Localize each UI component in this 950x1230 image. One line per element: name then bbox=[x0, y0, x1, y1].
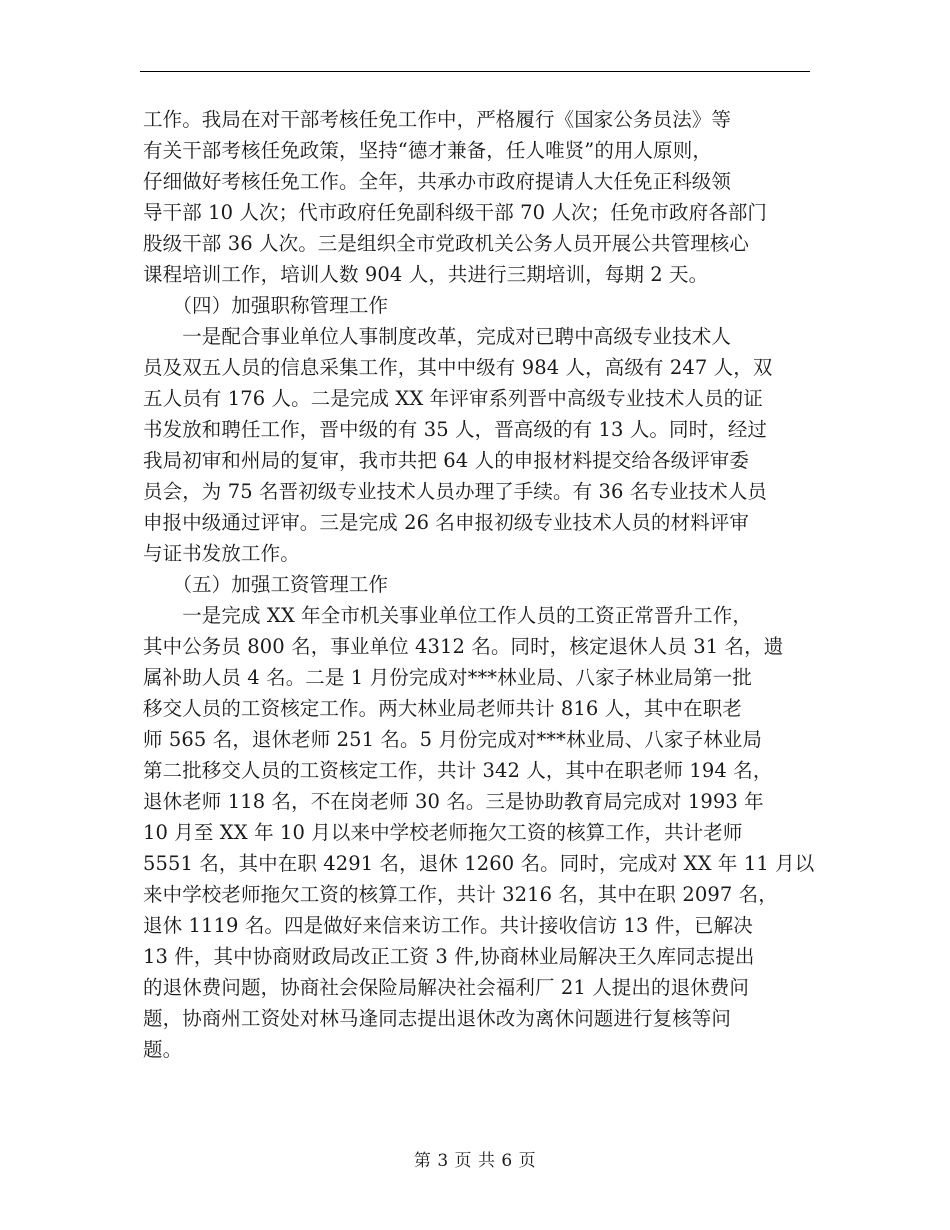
text-line: 股级干部 36 人次。三是组织全市党政机关公务人员开展公共管理核心 bbox=[143, 232, 750, 255]
text-line: 10 月至 XX 年 10 月以来中学校老师拖欠工资的核算工作，共计老师 bbox=[143, 821, 743, 844]
text-line: 其中公务员 800 名，事业单位 4312 名。同时，核定退休人员 31 名，遗 bbox=[143, 635, 784, 658]
text-line: 题，协商州工资处对林马逢同志提出退休改为离休问题进行复核等问 bbox=[143, 1007, 732, 1030]
text-line: 5551 名，其中在职 4291 名，退休 1260 名。同时，完成对 XX 年 11 月以 bbox=[143, 852, 815, 875]
text-line: 员及双五人员的信息采集工作，其中中级有 984 人，高级有 247 人，双 bbox=[143, 356, 773, 379]
text-line: 一是完成 XX 年全市机关事业单位工作人员的工资正常晋升工作， bbox=[143, 604, 752, 627]
text-line: 师 565 名，退休老师 251 名。5 月份完成对***林业局、八家子林业局 bbox=[143, 728, 762, 751]
document-body bbox=[143, 104, 813, 1065]
text-line: 第二批移交人员的工资核定工作，共计 342 人，其中在职老师 194 名， bbox=[143, 759, 773, 782]
header-rule bbox=[140, 71, 810, 72]
text-line: 课程培训工作，培训人数 904 人，共进行三期培训，每期 2 天。 bbox=[143, 263, 709, 286]
text-line: 退休老师 118 名，不在岗老师 30 名。三是协助教育局完成对 1993 年 bbox=[143, 790, 764, 813]
text-line: 我局初审和州局的复审，我市共把 64 人的申报材料提交给各级评审委 bbox=[143, 449, 750, 472]
text-line: 与证书发放工作。 bbox=[143, 542, 300, 565]
text-line: 工作。我局在对干部考核任免工作中，严格履行《国家公务员法》等 bbox=[143, 108, 732, 131]
text-line: 属补助人员 4 名。二是 1 月份完成对***林业局、八家子林业局第一批 bbox=[143, 666, 752, 689]
text-line: 仔细做好考核任免工作。全年，共承办市政府提请人大任免正科级领 bbox=[143, 170, 732, 193]
text-line: 13 件，其中协商财政局改正工资 3 件,协商林业局解决王久库同志提出 bbox=[143, 945, 755, 968]
text-line: 的退休费问题，协商社会保险局解决社会福利厂 21 人提出的退休费问 bbox=[143, 976, 750, 999]
text-line: 退休 1119 名。四是做好来信来访工作。共计接收信访 13 件，已解决 bbox=[143, 914, 753, 937]
section-heading: （四）加强职称管理工作 bbox=[143, 294, 389, 317]
text-line: 移交人员的工资核定工作。两大林业局老师共计 816 人，其中在职老 bbox=[143, 697, 742, 720]
text-line: 五人员有 176 人。二是完成 XX 年评审系列晋中高级专业技术人员的证 bbox=[143, 387, 763, 410]
text-line: 有关干部考核任免政策，坚持“德才兼备，任人唯贤”的用人原则， bbox=[143, 139, 712, 162]
section-heading: （五）加强工资管理工作 bbox=[143, 573, 389, 596]
text-line: 申报中级通过评审。三是完成 26 名申报初级专业技术人员的材料评审 bbox=[143, 511, 750, 534]
text-line: 一是配合事业单位人事制度改革，完成对已聘中高级专业技术人 bbox=[143, 325, 732, 348]
text-line: 来中学校老师拖欠工资的核算工作，共计 3216 名，其中在职 2097 名， bbox=[143, 883, 778, 906]
text-line: 员会，为 75 名晋初级专业技术人员办理了手续。有 36 名专业技术人员 bbox=[143, 480, 768, 503]
page-number-footer: 第 3 页 共 6 页 bbox=[413, 1151, 537, 1171]
text-line: 题。 bbox=[143, 1038, 183, 1061]
text-line: 书发放和聘任工作，晋中级的有 35 人，晋高级的有 13 人。同时，经过 bbox=[143, 418, 768, 441]
text-line: 导干部 10 人次；代市政府任免副科级干部 70 人次；任免市政府各部门 bbox=[143, 201, 768, 224]
